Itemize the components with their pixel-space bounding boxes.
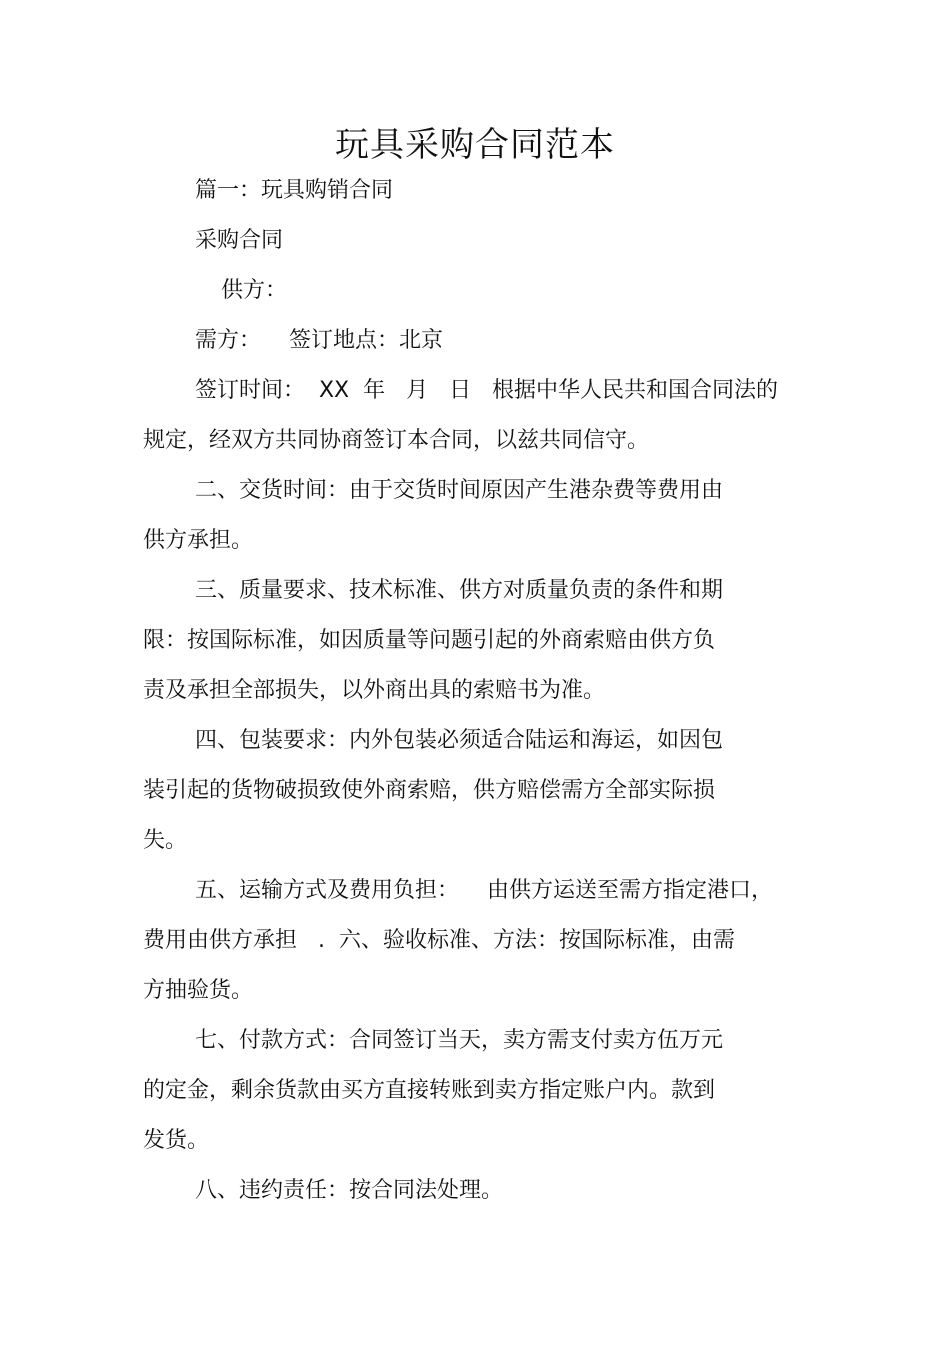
text-line: 的定金，剩余货款由买方直接转账到卖方指定账户内。款到 [143,1078,716,1103]
text-line: 责及承担全部损失，以外商出具的索赔书为准。 [143,678,606,703]
text-line: 需方： 签订地点：北京 [195,328,443,353]
text-line: 失。 [143,828,188,853]
text-line: 采购合同 [195,228,284,253]
text-line: 七、付款方式：合同签订当天，卖方需支付卖方伍万元 [195,1028,724,1053]
text-line: 供方承担。 [143,528,254,553]
document-title: 玩具采购合同范本 [335,125,615,165]
text-line: 费用由供方承担 . 六、验收标准、方法：按国际标准，由需 [143,928,735,953]
text-line: 装引起的货物破损致使外商索赔，供方赔偿需方全部实际损 [143,778,716,803]
text-line: 签订时间： XX 年 月 日 根据中华人民共和国合同法的 [195,378,779,403]
text-line: 三、质量要求、技术标准、供方对质量负责的条件和期 [195,578,724,603]
text-line: 规定，经双方共同协商签订本合同，以兹共同信守。 [143,428,650,453]
text-line: 五、运输方式及费用负担： 由供方运送至需方指定港口， [195,878,773,903]
text-line: 四、包装要求：内外包装必须适合陆运和海运，如因包 [195,728,724,753]
text-line: 篇一：玩具购销合同 [195,178,394,203]
text-line: 发货。 [143,1128,210,1153]
text-line: 方抽验货。 [143,978,254,1003]
text-line: 供方： [221,278,288,303]
text-line: 八、违约责任：按合同法处理。 [195,1178,504,1203]
text-line: 限：按国际标准，如因质量等问题引起的外商索赔由供方负 [143,628,716,653]
text-line: 二、交货时间：由于交货时间原因产生港杂费等费用由 [195,478,724,503]
